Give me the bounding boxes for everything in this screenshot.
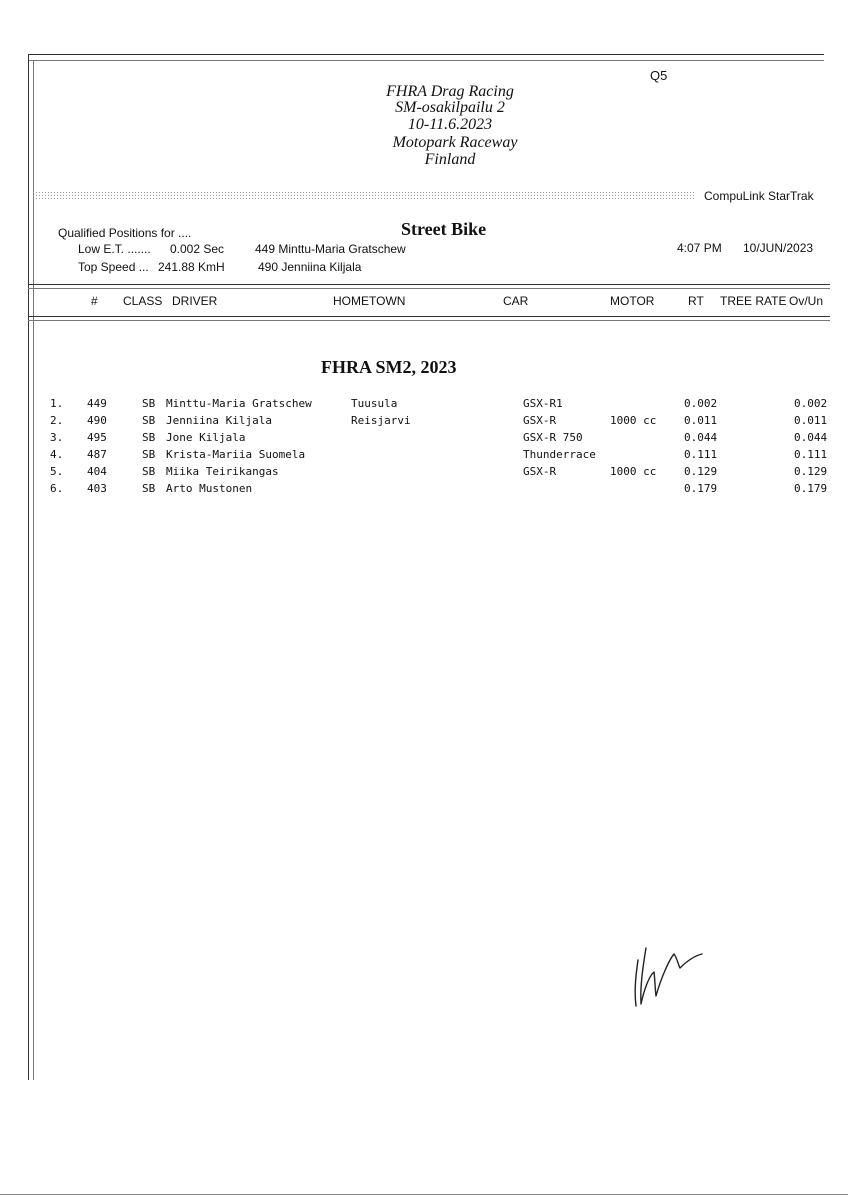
row-rt: 0.111 — [684, 448, 718, 461]
section-title: FHRA SM2, 2023 — [321, 357, 457, 377]
class-title: Street Bike — [401, 219, 487, 239]
table-row — [0, 431, 848, 448]
header-top-line-2 — [28, 288, 830, 289]
left-border-inner — [33, 60, 34, 1080]
header-bottom-line — [28, 316, 830, 317]
top-speed-label: Top Speed ... — [78, 260, 149, 274]
row-driver: Miika Teirikangas — [166, 465, 279, 478]
row-ov-un: 0.011 — [794, 414, 828, 427]
event-venue: Motopark Raceway — [392, 134, 518, 151]
col-header-tree-rate: TREE RATE — [720, 294, 787, 308]
top-border — [28, 54, 824, 55]
signature-image — [622, 938, 712, 1019]
row-hometown: Reisjarvi — [351, 414, 411, 427]
row-number: 449 — [87, 397, 107, 410]
col-header-driver: DRIVER — [172, 294, 218, 308]
row-car: Thunderrace — [523, 448, 596, 461]
row-class: SB — [142, 482, 156, 495]
col-header-motor: MOTOR — [610, 294, 655, 308]
row-car: GSX-R 750 — [523, 431, 583, 444]
row-ov-un: 0.002 — [794, 397, 828, 410]
row-driver: Arto Mustonen — [166, 482, 253, 495]
row-number: 490 — [87, 414, 107, 427]
row-ov-un: 0.129 — [794, 465, 828, 478]
top-speed-value: 241.88 KmH — [158, 260, 225, 274]
row-driver: Jenniina Kiljala — [166, 414, 272, 427]
row-number: 495 — [87, 431, 107, 444]
row-ov-un: 0.044 — [794, 431, 828, 444]
col-header-ov-un: Ov/Un — [789, 294, 824, 308]
header-top-line — [28, 284, 830, 285]
top-speed-driver: 490 Jenniina Kiljala — [258, 260, 362, 274]
row-position: 4. — [50, 448, 64, 461]
row-class: SB — [142, 414, 156, 427]
row-class: SB — [142, 465, 156, 478]
row-hometown: Tuusula — [351, 397, 398, 410]
row-rt: 0.044 — [684, 431, 718, 444]
row-number: 403 — [87, 482, 107, 495]
row-rt: 0.002 — [684, 397, 718, 410]
row-ov-un: 0.111 — [794, 448, 828, 461]
page-code: Q5 — [650, 68, 668, 83]
row-number: 404 — [87, 465, 107, 478]
low-et-label: Low E.T. ....... — [78, 242, 151, 256]
col-header-num: # — [91, 294, 98, 308]
row-driver: Minttu-Maria Gratschew — [166, 397, 312, 410]
row-number: 487 — [87, 448, 107, 461]
row-car: GSX-R — [523, 414, 557, 427]
row-class: SB — [142, 431, 156, 444]
event-dates: 10-11.6.2023 — [407, 116, 493, 133]
event-country: Finland — [424, 151, 476, 168]
table-row — [0, 397, 848, 414]
system-label: CompuLink StarTrak — [704, 189, 814, 203]
col-header-rt: RT — [688, 294, 704, 308]
row-motor: 1000 cc — [610, 465, 657, 478]
col-header-class: CLASS — [123, 294, 163, 308]
bottom-page-line — [0, 1194, 848, 1195]
table-row — [0, 448, 848, 465]
row-position: 6. — [50, 482, 64, 495]
dotted-band — [32, 191, 696, 201]
top-border-inner — [28, 60, 824, 61]
row-ov-un: 0.179 — [794, 482, 828, 495]
table-row — [0, 465, 848, 482]
low-et-driver: 449 Minttu-Maria Gratschew — [255, 242, 406, 256]
row-class: SB — [142, 448, 156, 461]
header-bottom-line-2 — [28, 320, 830, 321]
row-rt: 0.011 — [684, 414, 718, 427]
row-position: 1. — [50, 397, 64, 410]
report-time: 4:07 PM — [677, 241, 722, 255]
event-title: FHRA Drag Racing — [386, 83, 514, 100]
table-row — [0, 482, 848, 499]
row-driver: Krista-Mariia Suomela — [166, 448, 306, 461]
qualified-label: Qualified Positions for .... — [58, 226, 192, 240]
col-header-hometown: HOMETOWN — [333, 294, 406, 308]
row-car: GSX-R — [523, 465, 557, 478]
low-et-value: 0.002 Sec — [170, 242, 225, 256]
row-position: 2. — [50, 414, 64, 427]
left-border — [28, 54, 29, 1080]
row-position: 3. — [50, 431, 64, 444]
row-rt: 0.129 — [684, 465, 718, 478]
col-header-car: CAR — [503, 294, 529, 308]
row-rt: 0.179 — [684, 482, 718, 495]
row-motor: 1000 cc — [610, 414, 657, 427]
report-date: 10/JUN/2023 — [743, 241, 814, 255]
table-row — [0, 414, 848, 431]
row-position: 5. — [50, 465, 64, 478]
row-driver: Jone Kiljala — [166, 431, 246, 444]
event-round: SM-osakilpailu 2 — [395, 99, 505, 116]
row-class: SB — [142, 397, 156, 410]
row-car: GSX-R1 — [523, 397, 563, 410]
